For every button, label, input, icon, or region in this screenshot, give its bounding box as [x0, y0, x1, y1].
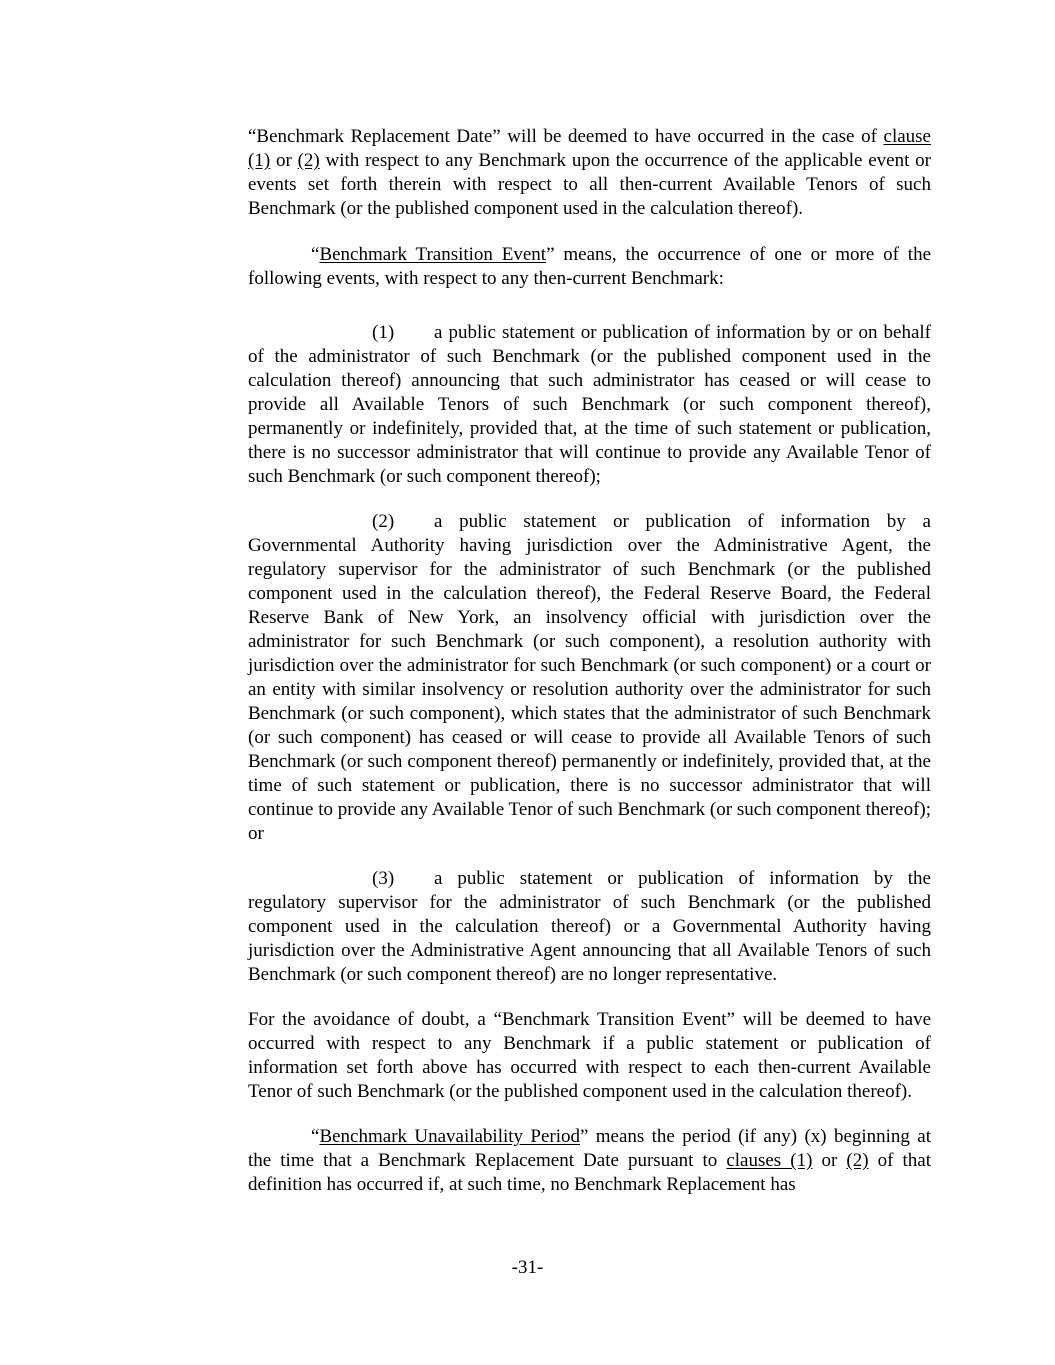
quote-mark: “ [311, 244, 320, 265]
list-item [248, 867, 931, 987]
item-number: (2) [372, 511, 395, 532]
document-page [248, 125, 931, 1197]
paragraph-text: or [270, 150, 298, 171]
paragraph-text: “Benchmark Replacement Date” will be deemed to have occurred in the case of [248, 126, 884, 147]
list-item [248, 510, 931, 846]
clause-reference: clause (1) [248, 126, 931, 171]
defined-term: Benchmark Transition Event [319, 244, 547, 265]
page-number: -31- [511, 1257, 544, 1278]
defined-term: Benchmark Unavailability Period [319, 1126, 580, 1147]
definition-text: or [812, 1150, 847, 1171]
definition-text: ” means the period (if any) (x) beginning at the time that a Benchmark Replacement Date pursuant to [248, 1126, 931, 1171]
clause-reference: (2) [297, 150, 320, 171]
list-item [248, 321, 931, 489]
definition-transition-event [248, 243, 931, 291]
item-text: a public statement or publication of information by a Governmental Authority having jurisdiction over the Administrative Agent, the regulatory supervisor for the administrator of such Benchmark (or the published component used in the calculation thereof), the Federal Reserve Board, the Federal Reserve Bank of New York, an insolvency official with jurisdiction over the administrator for such Benchmark (or such component), a resolution authority with jurisdiction over the administrator for such Benchmark (or such component) or a court or an entity with similar insolvency or resolution authority over the administrator for such Benchmark (or such component), which states that the administrator of such Benchmark (or such component) has ceased or will cease to provide all Available Tenors of such Benchmark (or such component thereof) permanently or indefinitely, provided that, at the time of such statement or publication, there is no successor administrator that will continue to provide any Available Tenor of such Benchmark (or such component thereof); or [248, 511, 931, 844]
definition-text: ” means, the occurrence of one or more of the following events, with respect to any then-current Benchmark: [248, 244, 932, 289]
paragraph-avoidance-of-doubt: For the avoidance of doubt, a “Benchmark Transition Event” will be deemed to have occurred with respect to any Benchmark if a public statement or publication of information set forth above has occurred with respect to each then-current Available Tenor of such Benchmark (or the published component used in the calculation thereof). [248, 1009, 931, 1102]
item-number: (3) [372, 868, 395, 889]
item-text: a public statement or publication of information by the regulatory supervisor for the administrator of such Benchmark (or the published component used in the calculation thereof) or a Governmental Authority having jurisdiction over the Administrative Agent announcing that all Available Tenors of such Benchmark (or such component thereof) are no longer representative. [248, 868, 931, 985]
paragraph-text: with respect to any Benchmark upon the occurrence of the applicable event or events set forth therein with respect to all then-current Available Tenors of such Benchmark (or the published component used in the calculation thereof). [248, 150, 932, 219]
definition-unavailability-period [248, 1125, 931, 1197]
quote-mark: “ [311, 1126, 320, 1147]
clause-reference: (2) [846, 1150, 869, 1171]
item-text: a public statement or publication of information by or on behalf of the administrator of such Benchmark (or the published component used in the calculation thereof) announcing that such administrator has ceased or will cease to provide all Available Tenors of such Benchmark (or such component thereof), permanently or indefinitely, provided that, at the time of such statement or publication, there is no successor administrator that will continue to provide any Available Tenor of such Benchmark (or such component thereof); [248, 322, 931, 487]
clause-reference: clauses (1) [726, 1150, 813, 1171]
definition-text: of that definition has occurred if, at such time, no Benchmark Replacement has [248, 1150, 931, 1195]
item-number: (1) [372, 322, 395, 343]
paragraph-replacement-date [248, 125, 931, 221]
